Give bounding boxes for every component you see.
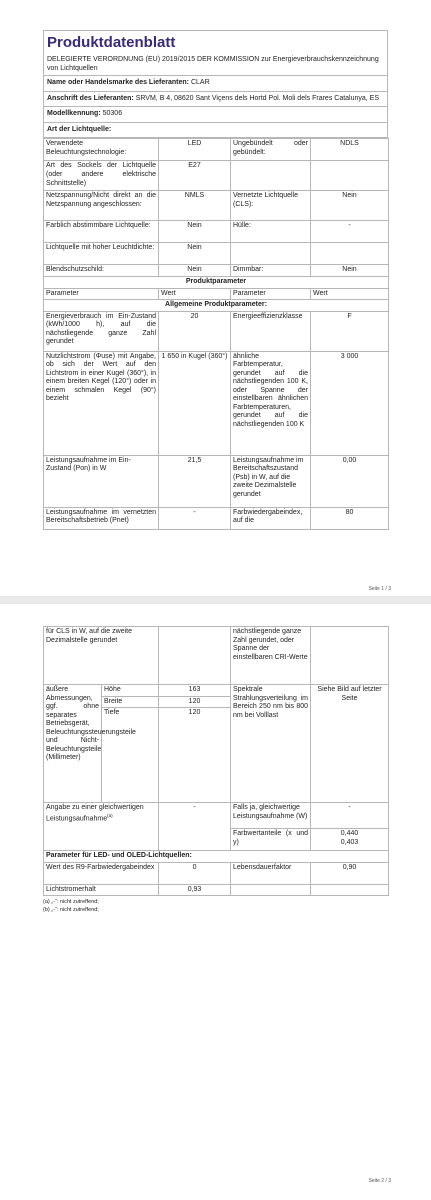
cell-label xyxy=(44,803,159,851)
table-row xyxy=(44,851,389,863)
cell-label: Energieeffizienzklasse xyxy=(231,311,311,351)
cell-value xyxy=(311,884,389,896)
table-row xyxy=(44,243,389,265)
page-1 xyxy=(0,0,431,596)
table-row xyxy=(44,803,389,829)
datasheet-page-1 xyxy=(43,30,388,530)
cell-label: Netzspannung/Nicht direkt an die Netzspannung angeschlossen: xyxy=(44,191,159,221)
table-row xyxy=(44,351,389,455)
led-params-header: Parameter für LED- und OLED-Lichtquellen: xyxy=(44,851,389,863)
cell-label: Farbwiedergabeindex, auf die xyxy=(231,507,311,529)
cell-value: 80 xyxy=(311,507,389,529)
footnote-ref: (a) xyxy=(107,812,113,818)
cell-label: Blendschutzschild: xyxy=(44,265,159,277)
cell-label: Art des Sockels der Lichtquelle (oder andere elektrische Schnittstelle) xyxy=(44,161,159,191)
table-row xyxy=(44,455,389,507)
cell-label: Leistungsaufnahme im Ein-Zustand (Pon) in W xyxy=(44,455,159,507)
cell-value: 0 xyxy=(159,862,231,884)
page-number: Seite 1 / 3 xyxy=(368,586,391,592)
column-header-parameter: Parameter xyxy=(231,288,311,300)
table-row xyxy=(44,276,389,288)
params-table-continued xyxy=(43,626,389,896)
cell-value: - xyxy=(311,803,389,829)
chroma-x: 0,440 xyxy=(340,830,359,838)
page-title: Produktdatenblatt xyxy=(47,34,176,51)
table-row xyxy=(44,862,389,884)
cell-label: Lichtstromerhalt xyxy=(44,884,159,896)
supplier-name-label: Name oder Handelsmarke des Lieferanten: xyxy=(47,79,189,87)
cell-label: Farbwertanteile (x und y) xyxy=(231,829,311,851)
cell-label: Vernetzte Lichtquelle (CLS): xyxy=(231,191,311,221)
cell-value: 0,90 xyxy=(311,862,389,884)
cell-value: - xyxy=(159,803,231,851)
page-2 xyxy=(0,604,431,1200)
footnote: (b) „-“: nicht zutreffend; xyxy=(43,907,99,914)
column-header-value: Wert xyxy=(159,288,231,300)
cell-label: Falls ja, gleichwertige Leistungsaufnahme (W) xyxy=(231,803,311,829)
table-row xyxy=(44,191,389,221)
cell-value xyxy=(311,829,389,851)
column-header-value: Wert xyxy=(311,288,389,300)
cell-label: Verwendete Beleuchtungstechnologie: xyxy=(44,139,159,161)
cell-label: Dimmbar: xyxy=(231,265,311,277)
cell-label xyxy=(231,243,311,265)
light-source-type-header: Art der Lichtquelle: xyxy=(43,123,388,139)
cell-value: Nein xyxy=(311,265,389,277)
supplier-address: SRVM, B 4, 08620 Sant Viçens dels Hortd Pol. Moli dels Frares Catalunya, ES xyxy=(135,94,380,102)
cell-value: 21,5 xyxy=(159,455,231,507)
table-row xyxy=(44,300,389,312)
table-row xyxy=(44,884,389,896)
cell-label: Hülle: xyxy=(231,221,311,243)
table-row xyxy=(44,685,389,697)
table-row xyxy=(44,221,389,243)
cell-label: Farblich abstimmbare Lichtquelle: xyxy=(44,221,159,243)
supplier-address-label: Anschrift des Lieferanten: xyxy=(47,94,134,102)
table-header-row xyxy=(44,288,389,300)
cell-label: Lichtquelle mit hoher Leuchtdichte: xyxy=(44,243,159,265)
cell-label: Leistungsaufnahme im vernetzten Bereitschaftsbetrieb (Pnet) xyxy=(44,507,159,529)
cell-value: Nein xyxy=(311,191,389,221)
cell-value: Nein xyxy=(159,221,231,243)
cell-label: Wert des R9-Farbwiedergabeindex xyxy=(44,862,159,884)
table-row xyxy=(44,311,389,351)
dimension-name: Breite xyxy=(102,696,159,708)
cell-label: ähnliche Farbtemperatur, gerundet auf die nächstliegenden 100 K, oder Spanne der einstellbaren ähnlichen Farbtemperaturen, gerundet auf die nächstliegenden 100 K xyxy=(231,351,311,455)
supplier-name: CLAR xyxy=(190,79,210,87)
equiv-label: Angabe zu einer gleichwertigen Leistungsaufnahme xyxy=(46,804,144,822)
title-box xyxy=(43,30,388,76)
cell-label: Nutzlichtstrom (Φuse) mit Angabe, ob sich der Wert auf den Lichtstrom in einer Kugel (360°), in einem breiten Kegel (120°) oder in einem schmalen Kegel (90°) bezieht xyxy=(44,351,159,455)
cell-label: für CLS in W, auf die zweite Dezimalstelle gerundet xyxy=(44,627,159,685)
cell-label: Ungebündelt oder gebündelt: xyxy=(231,139,311,161)
cell-label xyxy=(231,884,311,896)
regulation-text: DELEGIERTE VERORDNUNG (EU) 2019/2015 DER KOMMISSION zur Energieverbrauchskennzeichnung von Lichtquellen xyxy=(47,56,379,72)
model-id: 50306 xyxy=(102,110,123,118)
dimension-value: 163 xyxy=(159,685,231,697)
cell-value: F xyxy=(311,311,389,351)
cell-value: - xyxy=(159,507,231,529)
footnotes xyxy=(43,898,388,915)
cell-value: NDLS xyxy=(311,139,389,161)
model-row xyxy=(43,107,388,123)
supplier-name-row xyxy=(43,76,388,92)
cell-value xyxy=(311,243,389,265)
table-row xyxy=(44,507,389,529)
cell-value: E27 xyxy=(159,161,231,191)
cell-value xyxy=(159,627,231,685)
table-row xyxy=(44,627,389,685)
cell-value: - xyxy=(311,221,389,243)
cell-value xyxy=(311,627,389,685)
datasheet-page-2 xyxy=(43,626,388,915)
chroma-y: 0,403 xyxy=(340,838,359,846)
footnote: (a) „-“: nicht zutreffend; xyxy=(43,899,99,906)
cell-value xyxy=(311,161,389,191)
general-params-header: Allgemeine Produktparameter: xyxy=(44,300,389,312)
cell-value: Nein xyxy=(159,243,231,265)
cell-value: 0,93 xyxy=(159,884,231,896)
page-number: Seite 2 / 3 xyxy=(368,1178,391,1184)
cell-value: LED xyxy=(159,139,231,161)
product-params-header: Produktparameter xyxy=(44,276,389,288)
dimensions-label: äußere Abmessungen, ggf. ohne separates Betriebsgerät, Beleuchtungssteuerungsteile und Nicht-Beleuchtungsteile (Millimeter) xyxy=(44,685,102,803)
cell-value: 20 xyxy=(159,311,231,351)
dimension-name: Höhe xyxy=(102,685,159,697)
supplier-address-row xyxy=(43,92,388,108)
cell-value: Siehe Bild auf letzter Seite xyxy=(311,685,389,803)
cell-label: Lebensdauerfaktor xyxy=(231,862,311,884)
cell-label: Spektrale Strahlungsverteilung im Bereich 250 nm bis 800 nm bei Volllast xyxy=(231,685,311,803)
cell-value: 1 650 in Kugel (360°) xyxy=(159,351,231,455)
cell-value: Nein xyxy=(159,265,231,277)
cell-value: NMLS xyxy=(159,191,231,221)
model-label: Modellkennung: xyxy=(47,110,101,118)
cell-label: Leistungsaufnahme im Bereitschaftszustand (Psb) in W, auf die zweite Dezimalstelle gerundet xyxy=(231,455,311,507)
cell-value: 3 000 xyxy=(311,351,389,455)
dimension-value: 120 xyxy=(159,696,231,708)
table-row xyxy=(44,161,389,191)
column-header-parameter: Parameter xyxy=(44,288,159,300)
cell-label xyxy=(231,161,311,191)
dimension-name: Tiefe xyxy=(102,708,159,803)
light-source-table xyxy=(43,138,389,529)
dimension-value: 120 xyxy=(159,708,231,803)
cell-label: Energieverbrauch im Ein-Zustand (kWh/1000 h), auf die nächstliegende ganze Zahl gerundet xyxy=(44,311,159,351)
table-row xyxy=(44,265,389,277)
table-row xyxy=(44,139,389,161)
cell-value: 0,00 xyxy=(311,455,389,507)
cell-label: nächstliegende ganze Zahl gerundet, oder Spanne der einstellbaren CRI-Werte xyxy=(231,627,311,685)
